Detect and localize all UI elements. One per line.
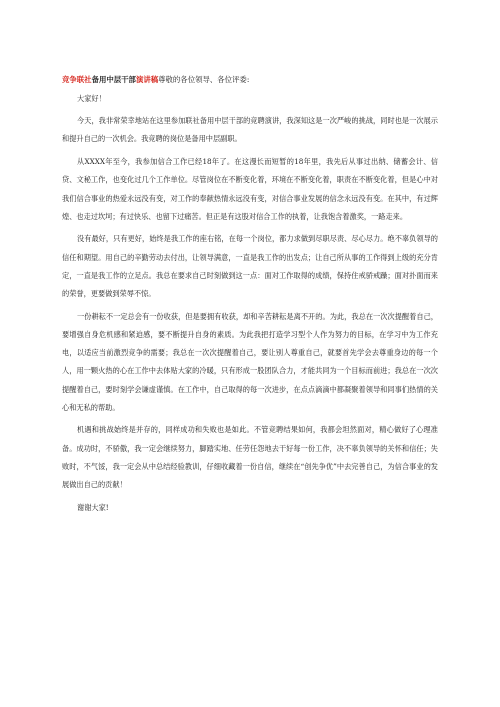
paragraph-growth: 一份耕耘不一定总会有一份收获，但是要拥有收获，却和辛苦耕耘是离不开的。为此，我总在一次次提醒着自己，要增强自身危机感和紧迫感，要不断提升自身的素质。为此我把打造学习型个人作为努力的目标，在学习中为工作充电，以适应当前激烈竞争的需要；我总在一次次提醒着自己，要让别人尊重自己，就要首先学会去尊重身边的每一个人，用一颗火热的心在工作中去体贴大家的冷暖，只有形成一股团队合力，才能共同为一个目标而前进；我总在一次次提醒着自己，要时刻学会谦虚谨慎。在工作中，自己取得的每一次进步，在点点滴滴中都凝聚着领导和同事们热情的关心和无私的帮助。 (62, 311, 438, 412)
greeting: 尊敬的各位领导、各位评委: (158, 75, 250, 84)
title-line (62, 73, 438, 87)
title-position: 备用中层干部 (91, 75, 136, 84)
speech-body (62, 73, 438, 521)
paragraph-hello: 大家好！ (77, 94, 106, 103)
paragraph-intro: 今天，我非常荣幸地站在这里参加联社备用中层干部的竞聘演讲，我深知这是一次严峻的挑战，同时也是一次展示和提升自己的一次机会。我竞聘的岗位是备用中层副职。 (62, 116, 438, 144)
title-org: 竞争联社 (62, 75, 92, 84)
paragraph-attitude: 机遇和挑战始终是并存的，同样成功和失败也是如此。不管竞聘结果如何，我都会坦然面对，精心做好了心理准备。成功时，不骄傲，我一定会继续努力，脚踏实地、任劳任怨地去干好每一份工作，决不辜负领导的关怀和信任；失败时，不气馁，我一定会从中总结经验教训，仔细收藏着一份自信，继续在“创先争优”中去完善自己，为信合事业的发展做出自己的贡献！ (62, 425, 438, 490)
paragraph-experience: 从XXXX年至今，我参加信合工作已经18年了。在这漫长而短暂的18年里，我先后从事过出纳、储蓄会计、信贷、文秘工作，也变化过几个工作单位。尽管岗位在不断变化着，环境在不断变化着，职责在不断变化着，但是心中对我们信合事业的热爱永远没有变，对工作的奉献热情永远没有变，对信合事业发展的信念永远没有变。在其中，有过辉煌、也走过坎坷；有过快乐、也留下过痛苦。但正是有这股对信合工作的执着，让我饱含着激奖，一路走来。 (62, 157, 438, 221)
paragraph-motto: 没有最好，只有更好，始终是我工作的座右铭，在每一个岗位，都力求做到尽职尽责、尽心尽力。绝不辜负领导的信任和期望。用自己的辛勤劳动去付出，让领导满意，一直是我工作的出发点；让自己所从事的工作得到上级的充分肯定，一直是我工作的立足点。我总在要求自己时刻做到这一点：面对工作取得的成绩，保持住戒骄戒躁；面对扑面而来的荣誉，更要做到荣辱不惊。 (62, 234, 438, 299)
title-type: 演讲稿 (135, 75, 159, 84)
paragraph-thanks: 谢谢大家! (77, 502, 109, 512)
